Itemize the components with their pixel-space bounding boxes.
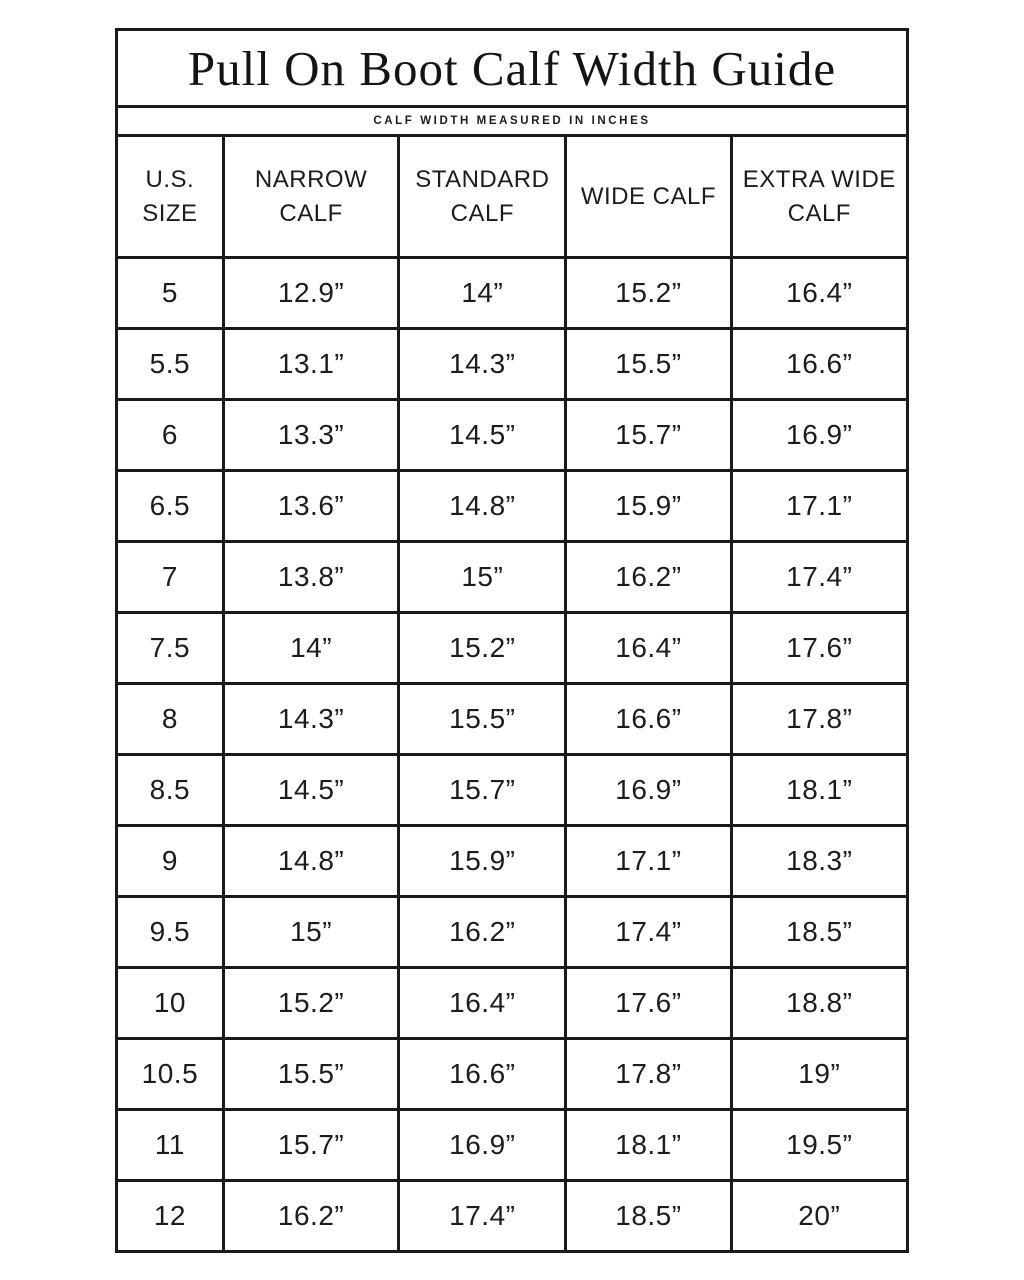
wide-calf-cell: 16.2” [566, 542, 731, 613]
table-row [117, 826, 908, 897]
narrow-calf-cell: 13.3” [223, 400, 399, 471]
page-title: Pull On Boot Calf Width Guide [117, 30, 908, 107]
column-header-wide-calf: WIDE CALF [566, 136, 731, 258]
narrow-calf-cell: 14.3” [223, 684, 399, 755]
wide-calf-cell: 15.5” [566, 329, 731, 400]
wide-calf-cell: 17.1” [566, 826, 731, 897]
extra-wide-calf-cell: 18.1” [731, 755, 907, 826]
us-size-cell: 7 [117, 542, 224, 613]
narrow-calf-cell: 15.5” [223, 1039, 399, 1110]
us-size-cell: 6.5 [117, 471, 224, 542]
extra-wide-calf-cell: 17.4” [731, 542, 907, 613]
table-row [117, 684, 908, 755]
table-row [117, 613, 908, 684]
table-row [117, 329, 908, 400]
table-row [117, 471, 908, 542]
standard-calf-cell: 15.5” [399, 684, 566, 755]
wide-calf-cell: 17.6” [566, 968, 731, 1039]
wide-calf-cell: 18.1” [566, 1110, 731, 1181]
standard-calf-cell: 14.8” [399, 471, 566, 542]
us-size-cell: 7.5 [117, 613, 224, 684]
table-row [117, 258, 908, 329]
standard-calf-cell: 16.9” [399, 1110, 566, 1181]
extra-wide-calf-cell: 20” [731, 1181, 907, 1252]
calf-width-guide-table [115, 28, 909, 1253]
narrow-calf-cell: 15.2” [223, 968, 399, 1039]
us-size-cell: 10 [117, 968, 224, 1039]
table-row [117, 1039, 908, 1110]
table-row [117, 968, 908, 1039]
us-size-cell: 10.5 [117, 1039, 224, 1110]
table-row [117, 542, 908, 613]
extra-wide-calf-cell: 17.8” [731, 684, 907, 755]
us-size-cell: 9 [117, 826, 224, 897]
column-header-standard-calf: STANDARD CALF [399, 136, 566, 258]
standard-calf-cell: 15.7” [399, 755, 566, 826]
extra-wide-calf-cell: 18.3” [731, 826, 907, 897]
wide-calf-cell: 16.6” [566, 684, 731, 755]
wide-calf-cell: 15.9” [566, 471, 731, 542]
us-size-cell: 5.5 [117, 329, 224, 400]
standard-calf-cell: 14” [399, 258, 566, 329]
us-size-cell: 12 [117, 1181, 224, 1252]
narrow-calf-cell: 12.9” [223, 258, 399, 329]
title-row [117, 30, 908, 107]
narrow-calf-cell: 14.8” [223, 826, 399, 897]
wide-calf-cell: 17.8” [566, 1039, 731, 1110]
narrow-calf-cell: 16.2” [223, 1181, 399, 1252]
wide-calf-cell: 15.7” [566, 400, 731, 471]
standard-calf-cell: 15.2” [399, 613, 566, 684]
extra-wide-calf-cell: 18.5” [731, 897, 907, 968]
table-row [117, 755, 908, 826]
subtitle-row [117, 107, 908, 136]
column-header-us-size: U.S. SIZE [117, 136, 224, 258]
extra-wide-calf-cell: 19.5” [731, 1110, 907, 1181]
table-row [117, 400, 908, 471]
us-size-cell: 11 [117, 1110, 224, 1181]
wide-calf-cell: 17.4” [566, 897, 731, 968]
standard-calf-cell: 16.4” [399, 968, 566, 1039]
standard-calf-cell: 15” [399, 542, 566, 613]
narrow-calf-cell: 13.8” [223, 542, 399, 613]
narrow-calf-cell: 13.6” [223, 471, 399, 542]
column-header-row [117, 136, 908, 258]
size-rows [117, 258, 908, 1252]
narrow-calf-cell: 15.7” [223, 1110, 399, 1181]
extra-wide-calf-cell: 17.1” [731, 471, 907, 542]
table-row [117, 897, 908, 968]
extra-wide-calf-cell: 18.8” [731, 968, 907, 1039]
narrow-calf-cell: 14.5” [223, 755, 399, 826]
wide-calf-cell: 15.2” [566, 258, 731, 329]
us-size-cell: 9.5 [117, 897, 224, 968]
extra-wide-calf-cell: 16.6” [731, 329, 907, 400]
us-size-cell: 5 [117, 258, 224, 329]
wide-calf-cell: 16.9” [566, 755, 731, 826]
standard-calf-cell: 15.9” [399, 826, 566, 897]
narrow-calf-cell: 14” [223, 613, 399, 684]
standard-calf-cell: 16.6” [399, 1039, 566, 1110]
table-row [117, 1110, 908, 1181]
standard-calf-cell: 17.4” [399, 1181, 566, 1252]
column-header-extra-wide-calf: EXTRA WIDE CALF [731, 136, 907, 258]
standard-calf-cell: 16.2” [399, 897, 566, 968]
extra-wide-calf-cell: 16.9” [731, 400, 907, 471]
extra-wide-calf-cell: 16.4” [731, 258, 907, 329]
narrow-calf-cell: 13.1” [223, 329, 399, 400]
wide-calf-cell: 16.4” [566, 613, 731, 684]
column-header-narrow-calf: NARROW CALF [223, 136, 399, 258]
extra-wide-calf-cell: 17.6” [731, 613, 907, 684]
standard-calf-cell: 14.3” [399, 329, 566, 400]
us-size-cell: 8.5 [117, 755, 224, 826]
standard-calf-cell: 14.5” [399, 400, 566, 471]
table-row [117, 1181, 908, 1252]
narrow-calf-cell: 15” [223, 897, 399, 968]
extra-wide-calf-cell: 19” [731, 1039, 907, 1110]
us-size-cell: 6 [117, 400, 224, 471]
us-size-cell: 8 [117, 684, 224, 755]
table-subtitle: CALF WIDTH MEASURED IN INCHES [117, 107, 908, 136]
wide-calf-cell: 18.5” [566, 1181, 731, 1252]
